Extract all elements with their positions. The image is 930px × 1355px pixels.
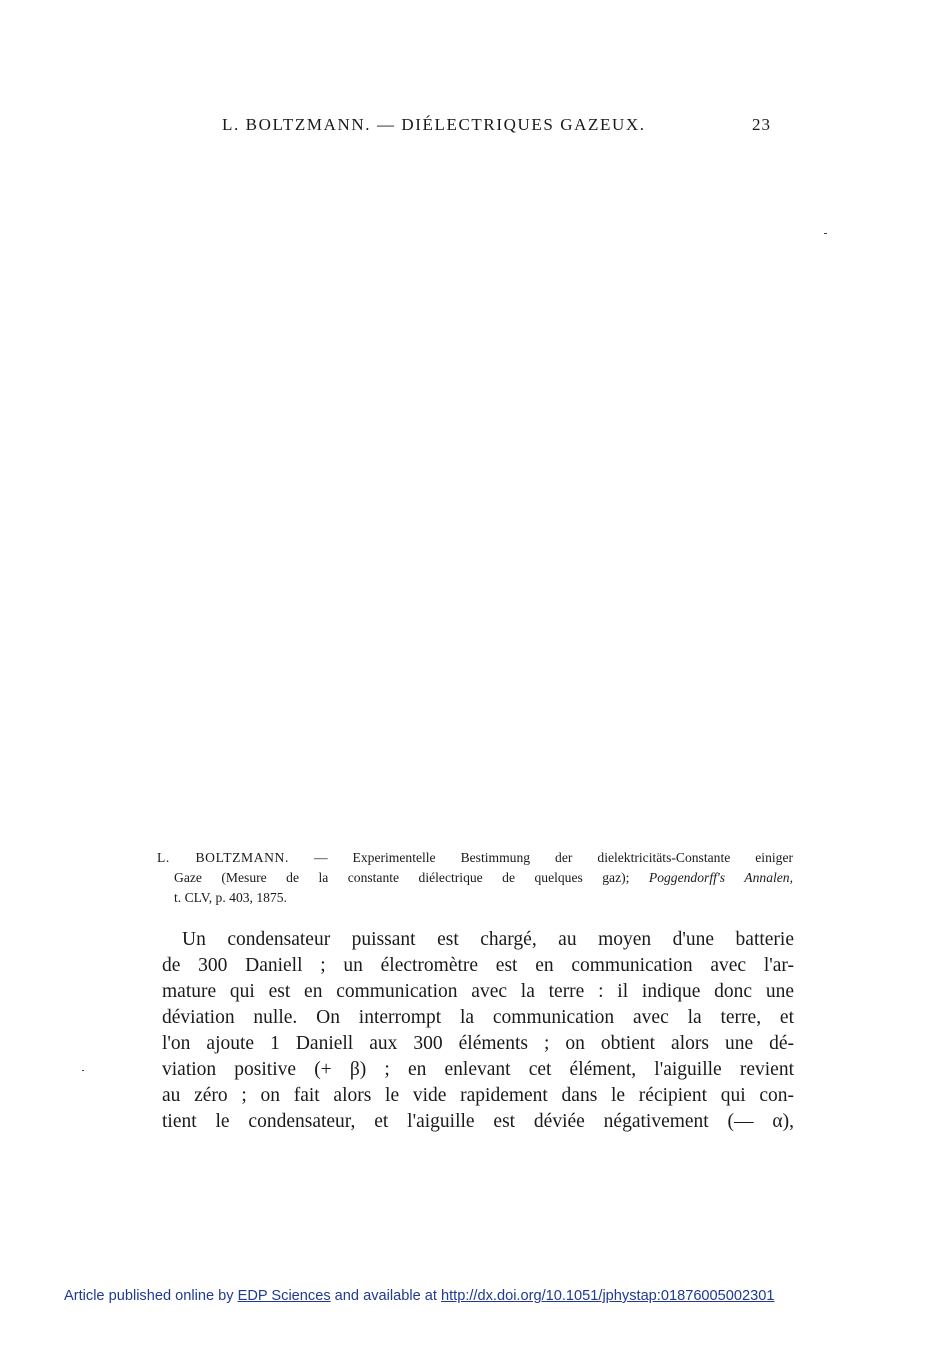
doi-link[interactable]: http://dx.doi.org/10.1051/jphystap:01876005002301 bbox=[440, 1288, 775, 1304]
reference-line bbox=[157, 848, 793, 868]
paragraph-line: l'on ajoute 1 Daniell aux 300 éléments ; on obtient alors une dé- bbox=[162, 1033, 794, 1054]
print-speck bbox=[82, 1070, 84, 1071]
bibliographic-reference bbox=[157, 848, 793, 908]
publication-footer bbox=[64, 1288, 774, 1304]
reference-author: L. BOLTZMANN. bbox=[157, 850, 289, 865]
print-speck bbox=[824, 233, 827, 234]
footer-prefix: Article published online by bbox=[64, 1288, 238, 1304]
running-title: L. BOLTZMANN. — DIÉLECTRIQUES GAZEUX. bbox=[222, 115, 646, 134]
publisher-link[interactable]: EDP Sciences bbox=[237, 1288, 331, 1304]
reference-title: — Experimentelle Bestimmung der dielektricitäts-Constante einiger bbox=[288, 850, 793, 865]
reference-translation: Gaze (Mesure de la constante diélectrique de quelques gaz); bbox=[174, 870, 649, 885]
paragraph-line: au zéro ; on fait alors le vide rapidement dans le récipient qui con- bbox=[162, 1085, 794, 1106]
reference-journal: Poggendorff's Annalen, bbox=[648, 870, 793, 885]
paragraph-line: tient le condensateur, et l'aiguille est déviée négativement (— α), bbox=[162, 1111, 794, 1132]
page-number: 23 bbox=[752, 115, 771, 134]
paragraph-line: viation positive (+ β) ; en enlevant cet élément, l'aiguille revient bbox=[162, 1059, 794, 1080]
body-paragraph bbox=[162, 927, 794, 1135]
paragraph-line: déviation nulle. On interrompt la communication avec la terre, et bbox=[162, 1007, 794, 1028]
reference-volume: t. CLV, p. 403, 1875. bbox=[174, 890, 287, 905]
paragraph-line: mature qui est en communication avec la terre : il indique donc une bbox=[162, 981, 794, 1002]
footer-middle: and available at bbox=[330, 1288, 441, 1304]
paragraph-line: de 300 Daniell ; un électromètre est en communication avec l'ar- bbox=[162, 955, 794, 976]
reference-line bbox=[157, 868, 793, 888]
paragraph-line: Un condensateur puissant est chargé, au moyen d'une batterie bbox=[182, 929, 794, 950]
